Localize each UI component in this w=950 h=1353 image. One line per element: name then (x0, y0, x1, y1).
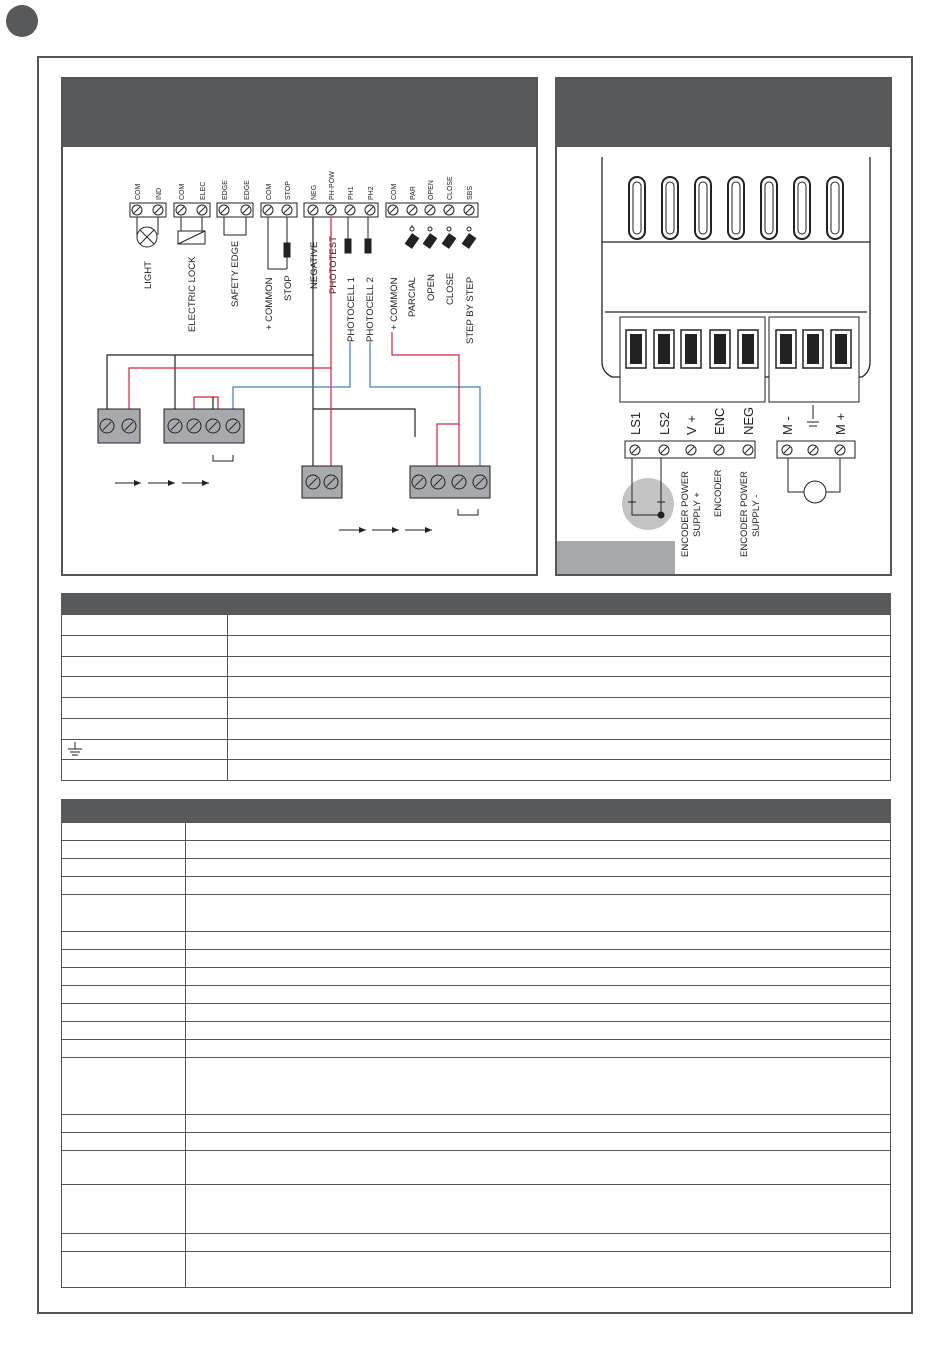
table-row (62, 1040, 891, 1058)
vent-slot-inner (732, 182, 740, 234)
motor-terminal-label: V + (684, 415, 699, 435)
label-common-2: + COMMON (389, 277, 400, 330)
vent-slot-inner (633, 182, 641, 234)
table-row (62, 877, 891, 895)
settings-table-header (62, 800, 891, 823)
page-marker (6, 5, 38, 37)
label-photocell-2: PHOTOCELL 2 (365, 277, 376, 342)
screw-icon (782, 445, 792, 455)
plug-cell-contact (658, 334, 670, 364)
terminal-label: STOP (285, 181, 292, 200)
screw-icon (412, 475, 426, 489)
label-encoder-power-minus-2: SUPPLY - (751, 494, 762, 537)
vent-slot-inner (765, 182, 773, 234)
label-step-by-step: STEP BY STEP (465, 276, 476, 344)
vent-slot (629, 177, 645, 239)
limit-switch-highlight (622, 478, 674, 530)
label-parcial: PARCIAL (407, 277, 418, 317)
screw-icon (263, 205, 273, 215)
connections-diagram (63, 147, 536, 574)
electric-lock-icon (178, 217, 205, 244)
motor-terminal-labels (628, 407, 848, 435)
screw-icon (345, 205, 355, 215)
plug-cell-contact (835, 334, 847, 364)
terminal-label: PH1 (348, 186, 355, 200)
screw-icon (659, 445, 669, 455)
terminal-label: OPEN (428, 180, 435, 200)
light-bulb-icon (137, 217, 158, 247)
screw-icon (197, 205, 207, 215)
vent-slot (728, 177, 744, 239)
table-row (62, 841, 891, 859)
table-row (62, 1022, 891, 1040)
caption-tab (557, 541, 675, 574)
wiring (107, 217, 480, 466)
table-row (62, 1185, 891, 1234)
table-row (62, 719, 891, 740)
device-labels (143, 236, 476, 344)
vent-slot-inner (831, 182, 839, 234)
table-row (62, 1252, 891, 1288)
earth-icon (66, 741, 84, 757)
table-row (62, 1004, 891, 1022)
screw-icon (835, 445, 845, 455)
vent-slot (761, 177, 777, 239)
terminal-label: PAR (410, 186, 417, 200)
terminal-label: SBS (467, 185, 474, 200)
plug-cell-contact (714, 334, 726, 364)
table-row (62, 968, 891, 986)
vent-slot (827, 177, 843, 239)
screw-icon (153, 205, 163, 215)
screw-icon (176, 205, 186, 215)
motor-terminal-label: M + (833, 412, 848, 435)
motor-connector-diagram (557, 147, 890, 574)
screw-icon (306, 475, 320, 489)
motor-terminal-label: M - (780, 416, 795, 435)
table-row (62, 760, 891, 781)
table-row (62, 636, 891, 657)
terminal-label: COM (179, 183, 186, 200)
vent-slot-inner (699, 182, 707, 234)
label-negative: NEGATIVE (309, 241, 320, 289)
terminal-label: COM (135, 183, 142, 200)
label-safety-edge: SAFETY EDGE (230, 240, 241, 307)
stop-switch-icon (268, 217, 290, 269)
screw-icon (388, 205, 398, 215)
label-phototest: PHOTOTEST (328, 236, 339, 294)
label-open: OPEN (426, 274, 437, 301)
label-encoder-power-plus-2: SUPPLY + (692, 492, 703, 537)
screw-icon (226, 419, 240, 433)
vent-slot-inner (798, 182, 806, 234)
table-row (62, 1058, 891, 1115)
vent-slot-inner (666, 182, 674, 234)
earth-icon (807, 405, 819, 426)
screw-icon (326, 205, 336, 215)
screw-icon (452, 475, 466, 489)
motor-terminal-label: NEG (741, 406, 756, 435)
terminal-label: NEG (311, 184, 318, 200)
vent-slot (695, 177, 711, 239)
settings-table (61, 799, 891, 1288)
vent-slot (794, 177, 810, 239)
screw-icon (714, 445, 724, 455)
table-row (62, 677, 891, 698)
plug-cells (626, 330, 851, 368)
label-stop: STOP (283, 275, 294, 301)
push-button-icons (405, 225, 475, 248)
screw-icon (686, 445, 696, 455)
label-encoder: ENCODER (713, 469, 724, 517)
plug-cell-contact (685, 334, 697, 364)
plug-cell-contact (807, 334, 819, 364)
plug-cell-contact (742, 334, 754, 364)
motor-connector-panel (555, 77, 892, 576)
table-row (62, 1151, 891, 1185)
table-row (62, 950, 891, 968)
screw-icon (308, 205, 318, 215)
screw-icon (206, 419, 220, 433)
table-row (62, 615, 891, 636)
connections-panel-header (63, 79, 536, 147)
terminal-label: IND (156, 187, 163, 200)
terminal-label: EDGE (222, 180, 229, 200)
encoder-function-labels (680, 469, 762, 557)
screw-icon (431, 475, 445, 489)
screw-icon (122, 419, 136, 433)
photocell-icons (345, 217, 371, 253)
table-row (62, 740, 891, 760)
connections-panel (61, 77, 538, 576)
arrow-icons (115, 483, 432, 530)
terminals-table (61, 593, 891, 781)
screw-icon (473, 475, 487, 489)
screw-icon (282, 205, 292, 215)
motor-icon (788, 458, 840, 503)
label-common-1: + COMMON (264, 277, 275, 330)
terminal-label: EDGE (244, 180, 251, 200)
screw-icon (464, 205, 474, 215)
screw-icon (219, 205, 229, 215)
screw-icon (187, 419, 201, 433)
table-row (62, 895, 891, 932)
table-row (62, 1115, 891, 1133)
label-encoder-power-minus-1: ENCODER POWER (739, 470, 750, 557)
table-row (62, 986, 891, 1004)
motor-terminal-label: LS1 (628, 411, 643, 435)
terminal-label: PH2 (368, 186, 375, 200)
screw-icon (743, 445, 753, 455)
terminal-label: ELEC (200, 181, 207, 200)
screw-icon (365, 205, 375, 215)
vent-slot (662, 177, 678, 239)
safety-edge-icon (224, 217, 246, 235)
label-light: LIGHT (143, 261, 154, 289)
label-close: CLOSE (445, 272, 456, 305)
table-row (62, 823, 891, 841)
terminal-label: CLOSE (447, 176, 454, 200)
label-photocell-1: PHOTOCELL 1 (346, 277, 357, 342)
table-row (62, 1133, 891, 1151)
screw-icon (168, 419, 182, 433)
table-row (62, 698, 891, 719)
plug-cell-contact (780, 334, 792, 364)
screw-icon (324, 475, 338, 489)
label-electric-lock: ELECTRIC LOCK (187, 256, 198, 332)
label-encoder-power-plus-1: ENCODER POWER (680, 470, 691, 557)
screw-icon (100, 419, 114, 433)
table-row (62, 1234, 891, 1252)
ventilation-slots (629, 177, 843, 239)
table-row (62, 657, 891, 677)
table-row (62, 859, 891, 877)
screw-icon (407, 205, 417, 215)
screw-icon (425, 205, 435, 215)
terminal-label: COM (266, 183, 273, 200)
screw-icon (132, 205, 142, 215)
terminal-label: PH-POW (329, 171, 336, 200)
terminal-labels (135, 171, 474, 200)
screw-icon (630, 445, 640, 455)
screw-icon (808, 445, 818, 455)
plug-cell-contact (630, 334, 642, 364)
motor-terminal-label: ENC (712, 407, 727, 435)
terminals-table-header (62, 594, 891, 615)
screw-icon (241, 205, 251, 215)
motor-terminal-label: LS2 (657, 411, 672, 435)
table-row (62, 932, 891, 950)
motor-panel-header (557, 79, 890, 147)
terminal-label: COM (391, 183, 398, 200)
screw-icon (444, 205, 454, 215)
